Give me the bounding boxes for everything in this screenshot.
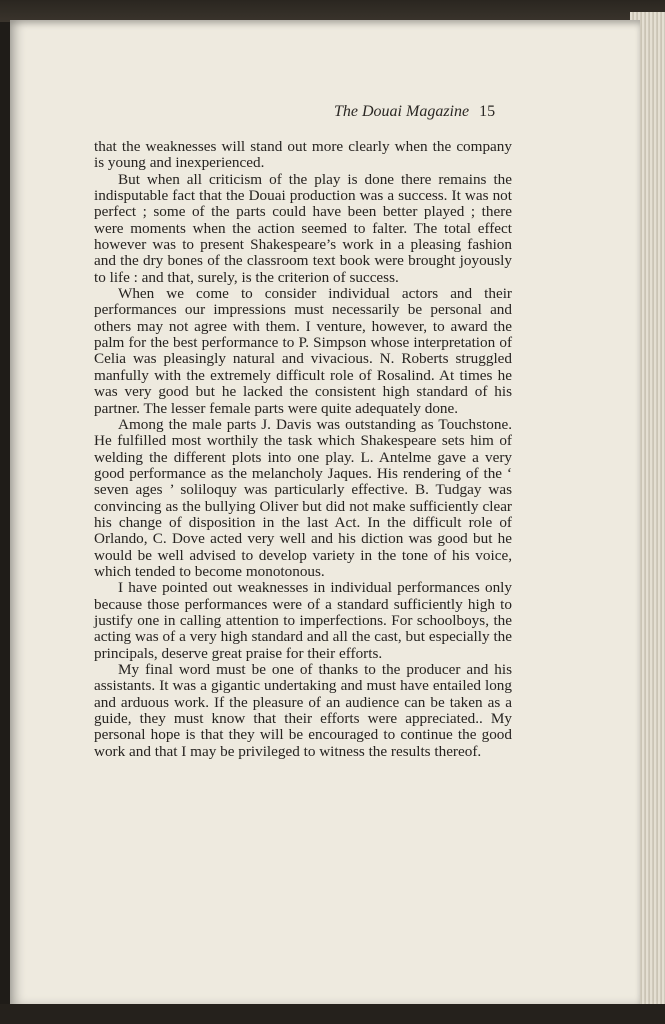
magazine-title: The Douai Magazine: [334, 103, 470, 120]
paragraph: I have pointed out weaknesses in individual performances only because those performances were of a standard sufficiently high to justify one in calling attention to imperfections. For schoolboys, the acting was of a very high standard and all the cast, but especially the principals, deserve great praise for their efforts.: [94, 579, 512, 662]
running-head: [334, 103, 514, 123]
paragraph: When we come to consider individual actors and their performances our impressions must necessarily be personal and others may not agree with them. I venture, however, to award the palm for the best performance to P. Simpson whose interpretation of Celia was pleasingly natural and vivacious. N. Roberts struggled manfully with the extremely difficult role of Rosalind. At times he was very good but he lacked the consistent high standard of his partner. The lesser female parts were quite adequately done.: [94, 285, 512, 417]
paragraph: that the weaknesses will stand out more clearly when the company is young and inexperienced.: [94, 138, 512, 172]
book-top-edge: [0, 0, 665, 22]
paragraph: Among the male parts J. Davis was outstanding as Touchstone. He fulfilled most worthily the task which Shakespeare sets him of welding the different plots into one play. L. Antelme gave a very good performance as the melancholy Jaques. His rendering of the ‘ seven ages ’ soliloquy was particularly effective. B. Tudgay was convincing as the bullying Oliver but did not make sufficiently clear his change of disposition in the last Act. In the difficult role of Orlando, C. Dove acted very well and his diction was good but he would be well advised to develop variety in the tone of his voice, which tended to become monotonous.: [94, 415, 512, 580]
paragraph: My final word must be one of thanks to the producer and his assistants. It was a gigantic undertaking and must have entailed long and arduous work. If the pleasure of an audience can be taken as a guide, they must know that their efforts were appreciated.. My personal hope is that they will be encouraged to continue the good work and that I may be privileged to witness the results thereof.: [94, 661, 512, 760]
page-number: 15: [479, 103, 496, 120]
article-body: [94, 139, 512, 760]
paragraph: But when all criticism of the play is done there remains the indisputable fact that the Douai production was a success. It was not perfect ; some of the parts could have been better played ; there were moments when the action seemed to falter. The total effect however was to present Shakespeare’s work in a pleasing fashion and the dry bones of the classroom text book were brought joyously to life : and that, surely, is the criterion of success.: [94, 170, 512, 286]
book-bottom-edge: [0, 1004, 665, 1024]
